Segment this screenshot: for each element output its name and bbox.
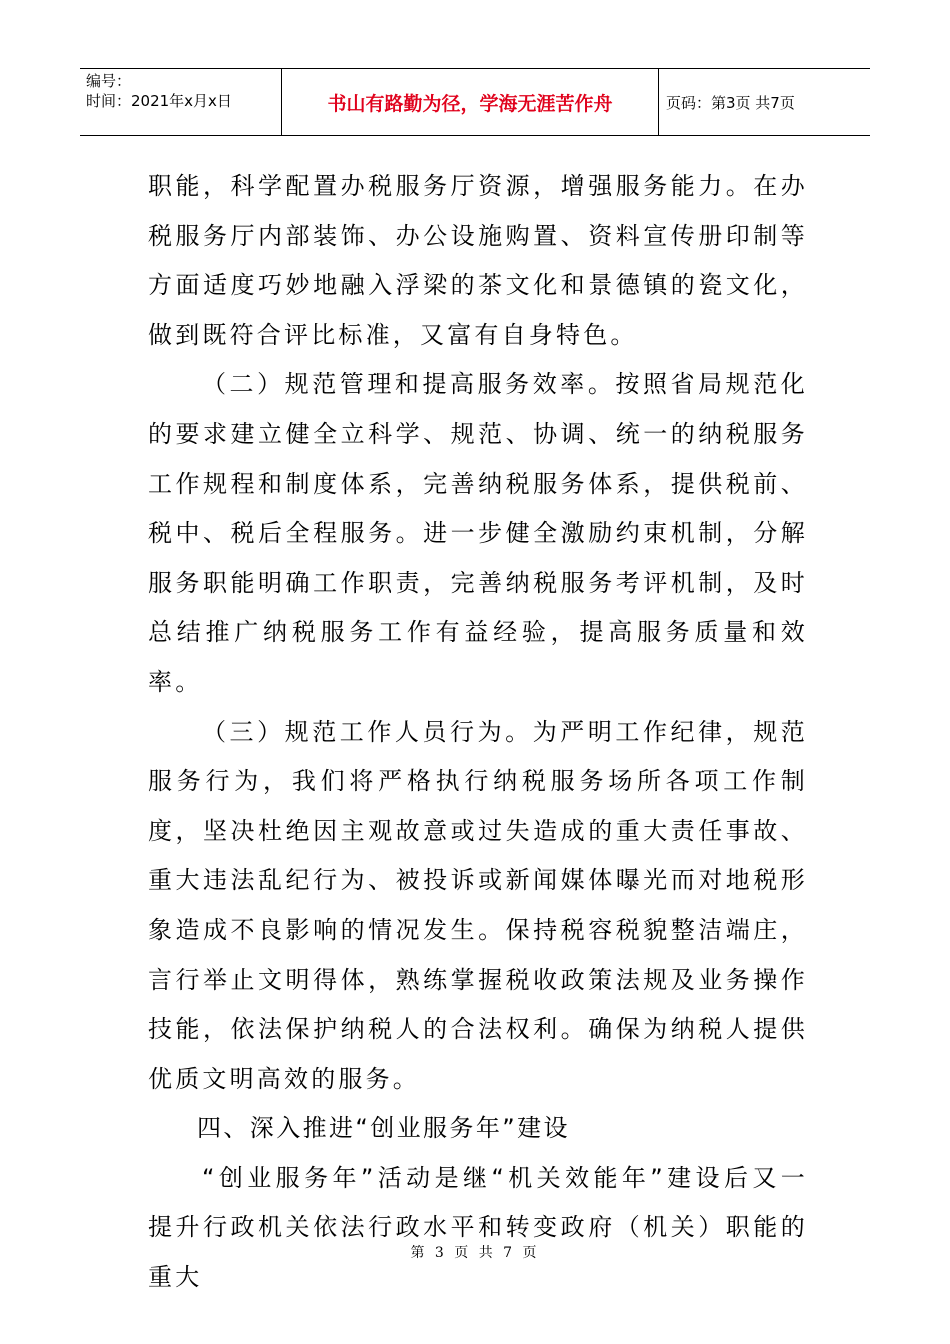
page-info: 页码：第3页 共7页 <box>666 93 795 112</box>
footer-page-number: 第 3 页 共 7 页 <box>410 1245 540 1261</box>
document-body <box>148 162 808 1303</box>
body-paragraph-4: “创业服务年”活动是继“机关效能年”建设后又一提升行政机关依法行政水平和转变政府（机关）职能的重大 <box>148 1163 808 1292</box>
time-label: 时间：2021年x月x日 <box>86 92 232 110</box>
body-paragraph-3: （三）规范工作人员行为。为严明工作纪律，规范服务行为，我们将严格执行纳税服务场所各项工作制度，坚决杜绝因主观故意或过失造成的重大责任事故、重大违法乱纪行为、被投诉或新闻媒体曝光而对地税形象造成不良影响的情况发生。保持税容税貌整洁端庄，言行举止文明得体，熟练掌握税收政策法规及业务操作技能，依法保护纳税人的合法权利。确保为纳税人提供优质文明高效的服务。 <box>148 717 808 1093</box>
body-paragraph-2: （二）规范管理和提高服务效率。按照省局规范化的要求建立健全立科学、规范、协调、统一的纳税服务工作规程和制度体系，完善纳税服务体系，提供税前、税中、税后全程服务。进一步健全激励约束机制，分解服务职能明确工作职责，完善纳税服务考评机制，及时总结推广纳税服务工作有益经验，提高服务质量和效率。 <box>148 370 808 696</box>
header-page-cell <box>659 69 870 135</box>
page-footer <box>0 1242 950 1262</box>
document-header <box>80 68 870 136</box>
body-paragraph-1: 职能，科学配置办税服务厅资源，增强服务能力。在办税服务厅内部装饰、办公设施购置、资料宣传册印制等方面适度巧妙地融入浮梁的茶文化和景德镇的瓷文化，做到既符合评比标准，又富有自身特色。 <box>148 172 808 349</box>
header-meta-cell <box>80 69 282 135</box>
section-heading: 四、深入推进“创业服务年”建设 <box>197 1114 570 1143</box>
number-label: 编号： <box>86 72 132 90</box>
motto-text: 书山有路勤为径，学海无涯苦作舟 <box>327 92 613 115</box>
header-motto-cell <box>282 69 659 135</box>
